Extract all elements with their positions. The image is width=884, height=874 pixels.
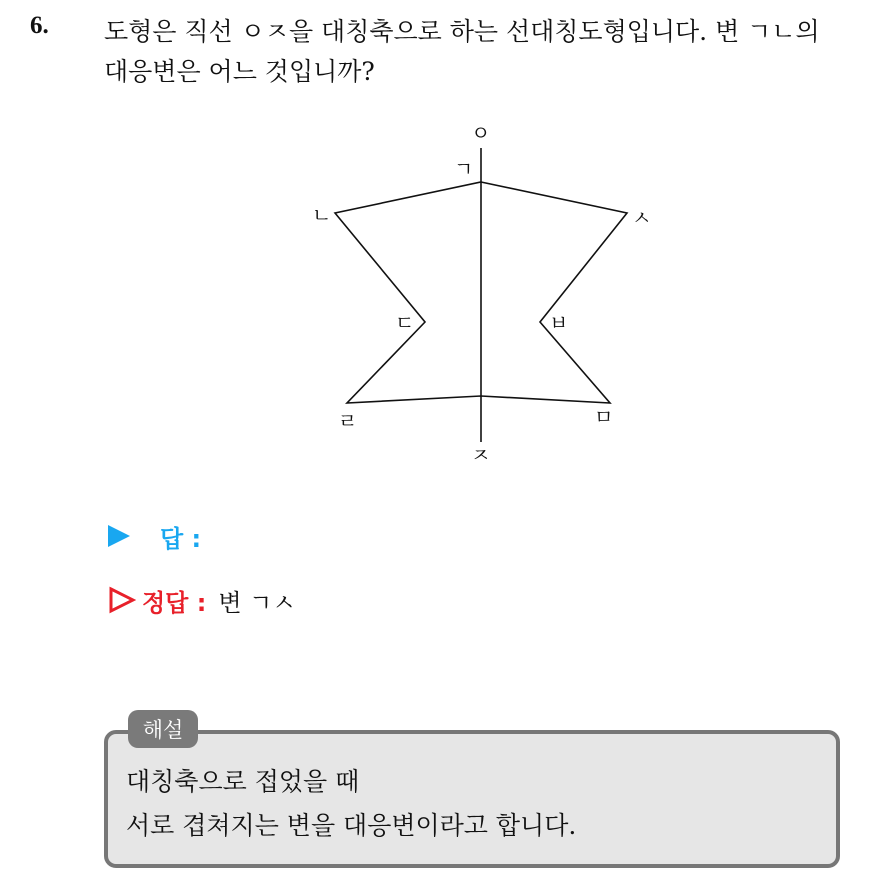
vertex-label-s: ㅅ bbox=[632, 206, 652, 230]
vertex-label-d: ㄷ bbox=[395, 311, 415, 335]
vertex-label-m: ㅁ bbox=[594, 405, 614, 429]
vertex-label-r: ㄹ bbox=[338, 409, 358, 433]
question-line: 대응변은 어느 것입니까? bbox=[104, 57, 375, 86]
vertex-label-o: ㅇ bbox=[471, 121, 491, 145]
explanation-line: 서로 겹쳐지는 변을 대응변이라고 합니다. bbox=[126, 811, 577, 840]
question-line: 도형은 직선 ㅇㅈ을 대칭축으로 하는 선대칭도형입니다. 변 ㄱㄴ의 bbox=[104, 17, 820, 46]
vertex-label-j: ㅈ bbox=[471, 443, 491, 467]
correct-answer-row bbox=[108, 584, 296, 616]
explanation-text bbox=[126, 760, 576, 848]
explanation-tag: 해설 bbox=[128, 710, 198, 748]
explanation-line: 대칭축으로 접었을 때 bbox=[126, 767, 360, 796]
outline-triangle-icon bbox=[108, 586, 136, 614]
answer-row bbox=[108, 520, 201, 552]
question-number: 6. bbox=[30, 12, 49, 39]
vertex-label-g: ㄱ bbox=[454, 157, 474, 181]
correct-answer-value: 변 ㄱㅅ bbox=[218, 588, 296, 617]
vertex-label-n: ㄴ bbox=[312, 203, 332, 227]
correct-answer-label: 정답 : bbox=[142, 588, 207, 617]
vertex-label-b: ㅂ bbox=[549, 311, 569, 335]
answer-label: 답 : bbox=[160, 524, 202, 553]
filled-triangle-icon bbox=[108, 525, 130, 547]
